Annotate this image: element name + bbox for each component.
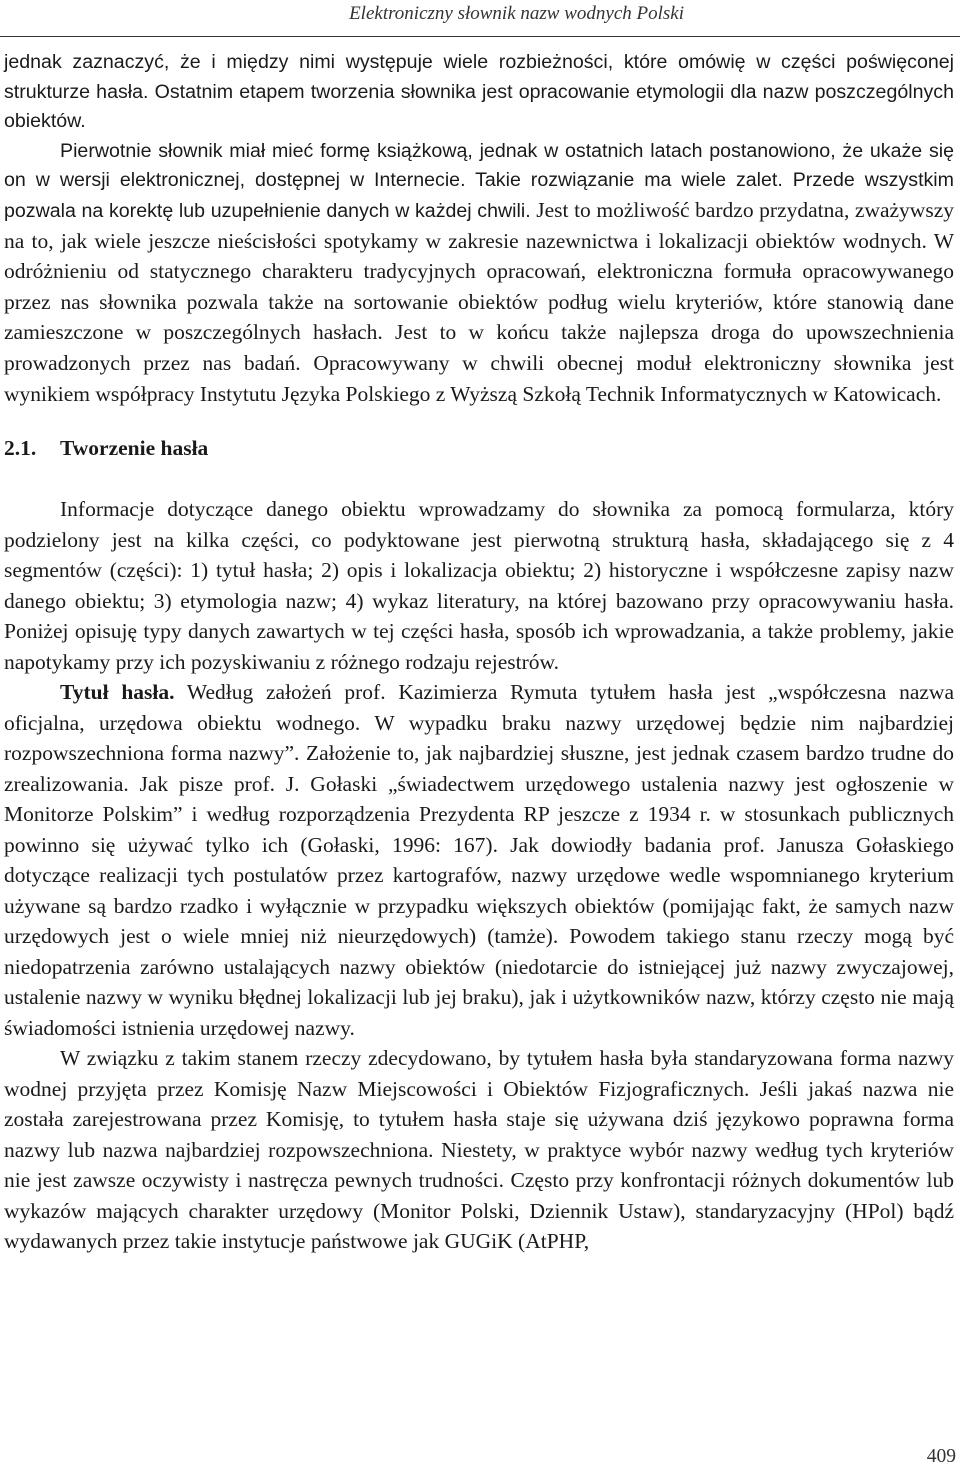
- running-header: [0, 0, 960, 38]
- intro-paragraph-2: [4, 137, 954, 410]
- section-number: 2.1.: [4, 436, 37, 461]
- section-heading: [4, 433, 954, 463]
- title-paragraph: [4, 677, 954, 1043]
- header-rule: [0, 36, 960, 37]
- title-paragraph-text: Według założeń prof. Kazimierza Rymuta tytułem hasła jest „współczesna nazwa oficjalna, urzędowa obiektu wodnego. W wypadku braku nazwy urzędowej będzie nim najbardziej rozpowszechniona forma nazwy”. Założenie to, jak najbardziej słuszne, jest jednak czasem bardzo trudne do zrealizowania. Jak pisze prof. J. Gołaski „świadectwem urzędowego ustalenia nazwy jest ogłoszenie w Monitorze Polskim” i według rozporządzenia Prezydenta RP jeszcze z 1934 r. w stosunkach publicznych powinno się używać tylko ich (Gołaski, 1996: 167). Jak dowiodły badania prof. Janusza Gołaskiego dotyczące realizacji tych postulatów przez kartografów, nazwy urzędowe wedle wspomnianego kryterium używane są bardzo rzadko i wyłącznie w przypadku większych obiektów (pomijając fakt, że samych nazw urzędowych jest o wiele mniej niż nieurzędowych) (tamże). Powodem takiego stanu rzeczy mogą być niedopatrzenia zarówno ustalających nazwy obiektów (niedotarcie do istniejącej już nazwy zwyczajowej, ustalenie nazwy w wyniku błędnej lokalizacji lub jej braku), jak i użytkowników nazw, którzy często nie mają świadomości istnienia urzędowej nazwy.: [4, 680, 954, 1040]
- page-content: [4, 48, 954, 1257]
- section-title: Tworzenie hasła: [60, 436, 209, 461]
- intro-paragraph-2-sans: Pierwotnie słownik miał mieć formę książkową, jednak w ostatnich latach postanowiono, że ukaże się on w wersji elektronicznej, dostępnej w Internecie. Takie rozwiązanie ma wiele zalet. Przede wszystkim pozwala na korektę lub uzupełnienie danych w każdej chwili.: [4, 139, 954, 222]
- title-paragraph-lead: Tytuł hasła.: [60, 680, 175, 705]
- intro-paragraph-1: jednak zaznaczyć, że i między nimi występuje wiele rozbieżności, które omówię w części poświęconej strukturze hasła. Ostatnim etapem tworzenia słownika jest opracowanie etymologii dla nazw poszczególnych obiektów.: [4, 51, 954, 133]
- page-number: 409: [926, 1446, 956, 1467]
- section-paragraph-3: W związku z takim stanem rzeczy zdecydowano, by tytułem hasła była standaryzowana forma nazwy wodnej przyjęta przez Komisję Nazw Miejscowości i Obiektów Fizjograficznych. Jeśli jakaś nazwa nie została zarejestrowana przez Komisję, to tytułem hasła staje się używana dziś językowo poprawna forma nazwy lub nazwa najbardziej rozpowszechniona. Niestety, w praktyce wybór nazwy według tych kryteriów nie jest zawsze oczywisty i nastręcza pewnych trudności. Często przy konfrontacji różnych dokumentów lub wykazów mających charakter urzędowy (Monitor Polski, Dziennik Ustaw), standaryzacyjny (HPol) bądź wydawanych przez takie instytucje państwowe jak GUGiK (AtPHP,: [4, 1046, 954, 1254]
- running-title: Elektroniczny słownik nazw wodnych Polski: [349, 3, 684, 24]
- section-paragraph-1: Informacje dotyczące danego obiektu wprowadzamy do słownika za pomocą formularza, który podzielony jest na kilka części, co podyktowane jest pierwotną strukturą hasła, składającego się z 4 segmentów (części): 1) tytuł hasła; 2) opis i lokalizacja obiektu; 2) historyczne i współczesne zapisy nazw danego obiektu; 3) etymologia nazw; 4) wykaz literatury, na której bazowano przy opracowywaniu hasła. Poniżej opisuję typy danych zawartych w tej części hasła, sposób ich wprowadzania, a także problemy, jakie napotykamy przy ich pozyskiwaniu z różnego rodzaju rejestrów.: [4, 497, 954, 674]
- intro-paragraph-2-serif: Jest to możliwość bardzo przydatna, zważywszy na to, jak wiele jeszcze nieścisłości spotykamy w zakresie nazewnictwa i lokalizacji obiektów wodnych. W odróżnieniu od statycznego charakteru tradycyjnych opracowań, elektroniczna formuła opracowywanego przez nas słownika pozwala także na sortowanie obiektów podług wielu kryteriów, które stanowią dane zamieszczone w poszczególnych hasłach. Jest to w końcu także najlepsza droga do upowszechnienia prowadzonych przez nas badań. Opracowywany w chwili obecnej moduł elektroniczny słownika jest wynikiem współpracy Instytutu Języka Polskiego z Wyższą Szkołą Technik Informatycznych w Katowicach.: [4, 197, 954, 406]
